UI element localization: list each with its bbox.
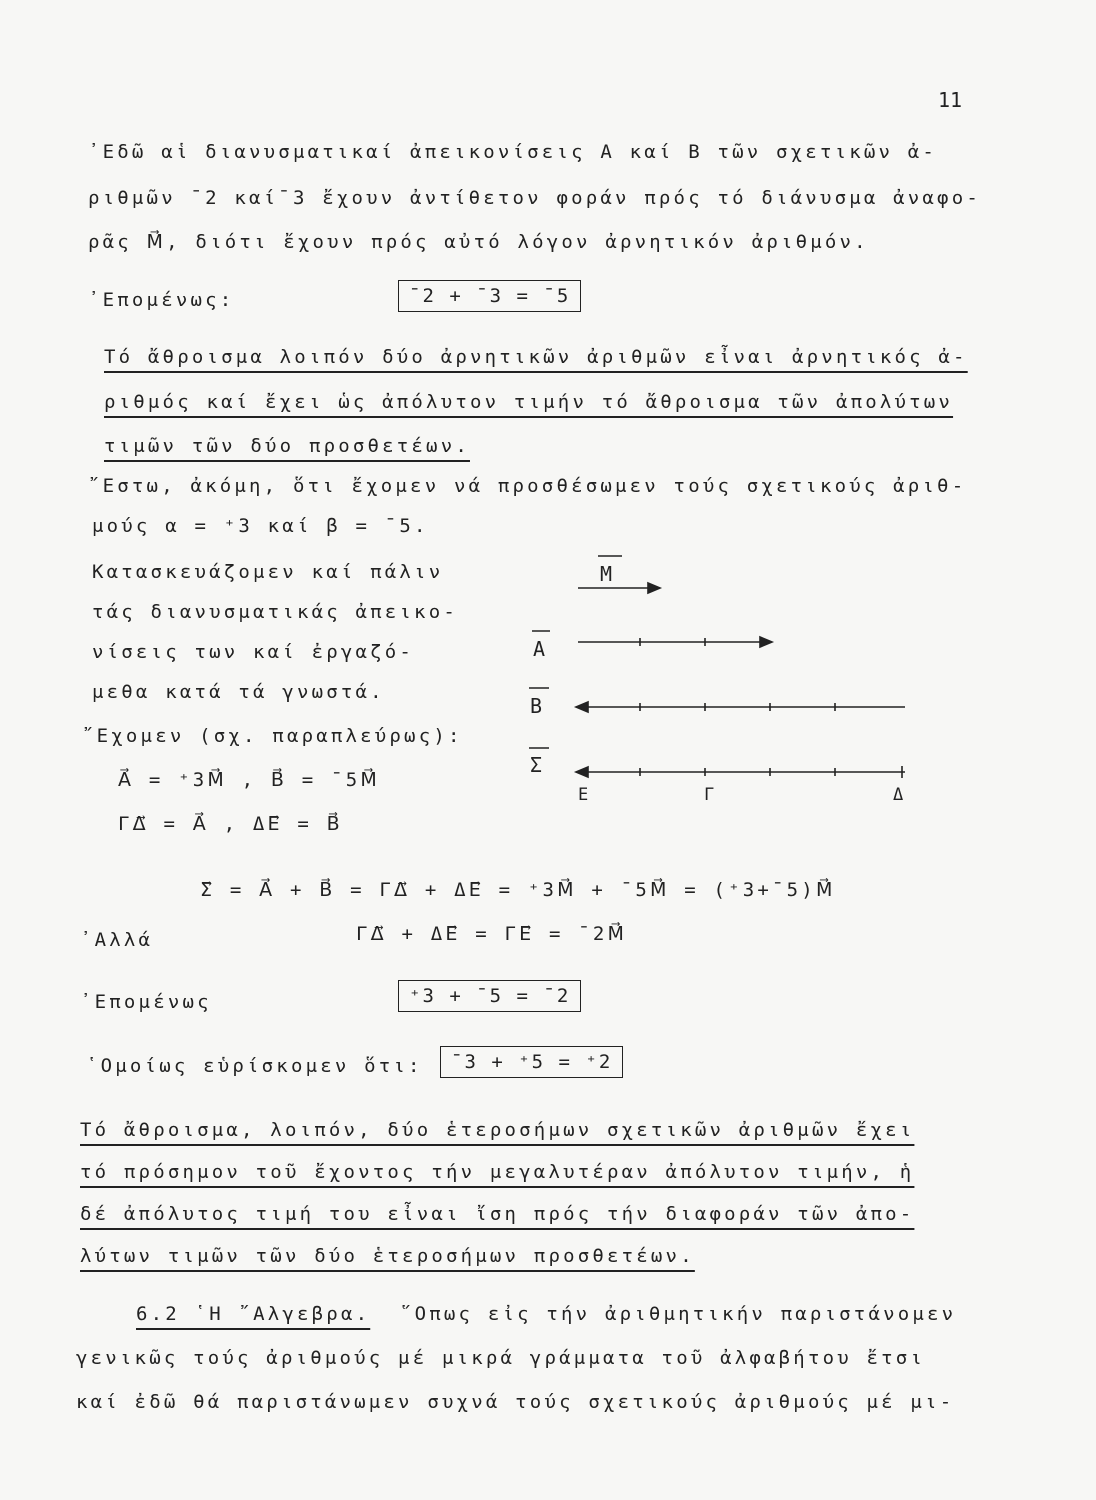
label-m: M — [600, 562, 613, 586]
label-a: A — [533, 637, 546, 661]
rule2-line4: λύτων τιμῶν τῶν δύο ἑτεροσήμων προσθετέων. — [80, 1245, 695, 1267]
label-sigma: Σ — [530, 753, 543, 777]
vector-m-arrowhead — [648, 583, 660, 593]
para3-line1: Κατασκευάζομεν καί πάλιν — [92, 561, 444, 583]
para1-line1: ᾿Εδῶ αἱ διανυσματικαί ἀπεικονίσεις Α καί Β τῶν σχετικῶν ἀ- — [88, 141, 938, 163]
equation-sigma: Σ⃗ = A⃗ + B⃗ = ΓΔ⃗ + ΔΕ⃗ = ⁺3M⃗ + ¯5M⃗ = (⁺3+¯5)M⃗ — [200, 879, 836, 901]
page-number: 11 — [938, 88, 963, 112]
rule1-line3: τιμῶν τῶν δύο προσθετέων. — [104, 435, 470, 457]
para3-line2: τάς διανυσματικάς ἀπεικο- — [92, 601, 458, 623]
para3-line5: ῎Εχομεν (σχ. παραπλεύρως): — [82, 725, 463, 747]
para1-line3: ρᾶς M⃗, διότι ἔχουν πρός αὐτό λόγον ἀρνητικόν ἀριθμόν. — [88, 231, 869, 253]
para1-line2: ριθμῶν ¯2 καί¯3 ἔχουν ἀντίθετον φοράν πρός τό διάνυσμα ἀναφο- — [88, 187, 981, 209]
para3-line3: νίσεις των καί ἐργαζό- — [92, 641, 415, 663]
section-text-line1: ῞Οπως εἰς τήν ἀριθμητικήν παριστάνομεν — [400, 1303, 957, 1325]
vector-b-arrowhead — [576, 702, 588, 712]
vector-sigma-arrowhead — [576, 767, 588, 777]
rule2-line2: τό πρόσημον τοῦ ἔχοντος τήν μεγαλυτέραν ἀπόλυτον τιμήν, ἡ — [80, 1161, 915, 1183]
section-heading: 6.2 ῾Η ῎Αλγεβρα. — [136, 1303, 371, 1325]
epomenos-label-1: ᾿Επομένως: — [88, 289, 235, 311]
equation-b: ΓΔ⃗ = A⃗ , ΔΕ⃗ = B⃗ — [118, 813, 343, 835]
equation-a: A⃗ = ⁺3M⃗ , B⃗ = ¯5M⃗ — [118, 769, 380, 791]
result-box-2: ⁺3 + ¯5 = ¯2 — [398, 980, 581, 1012]
para2-line1: ῎Εστω, ἀκόμη, ὅτι ἔχομεν νά προσθέσωμεν τούς σχετικούς ἀριθ- — [88, 475, 967, 497]
result-box-1: ¯2 + ¯3 = ¯5 — [398, 280, 581, 312]
para3-line4: μεθα κατά τά γνωστά. — [92, 681, 385, 703]
label-b: B — [530, 694, 543, 718]
label-e: E — [578, 785, 589, 805]
result-box-3: ¯3 + ⁺5 = ⁺2 — [440, 1046, 623, 1078]
rule2-line1: Τό ἄθροισμα, λοιπόν, δύο ἑτεροσήμων σχετικῶν ἀριθμῶν ἔχει — [80, 1119, 915, 1141]
rule1-line2: ριθμός καί ἔχει ὡς ἀπόλυτον τιμήν τό ἄθροισμα τῶν ἀπολύτων — [104, 391, 954, 413]
equation-alla: ΓΔ⃗ + ΔΕ⃗ = ΓΕ⃗ = ¯2M⃗ — [356, 923, 628, 945]
para2-line2: μούς α = ⁺3 καί β = ¯5. — [92, 515, 429, 537]
label-d: Δ — [893, 785, 904, 805]
omoios-label: ῾Ομοίως εὑρίσκομεν ὅτι: — [86, 1055, 423, 1077]
alla-label: ᾿Αλλά — [80, 929, 154, 951]
label-g: Γ — [704, 785, 715, 805]
rule1-line1: Τό ἄθροισμα λοιπόν δύο ἀρνητικῶν ἀριθμῶν εἶναι ἀρνητικός ἀ- — [104, 346, 968, 368]
rule2-line3: δέ ἀπόλυτος τιμή του εἶναι ἴση πρός τήν διαφοράν τῶν ἀπο- — [80, 1203, 915, 1225]
vector-a-arrowhead — [760, 637, 772, 647]
section-text-line2: γενικῶς τούς ἀριθμούς μέ μικρά γράμματα τοῦ ἀλφαβήτου ἔτσι — [76, 1347, 926, 1369]
epomenos-label-2: ᾿Επομένως — [80, 991, 212, 1013]
section-text-line3: καί ἐδῶ θά παριστάνωμεν συχνά τούς σχετικούς ἀριθμούς μέ μι- — [76, 1391, 955, 1413]
